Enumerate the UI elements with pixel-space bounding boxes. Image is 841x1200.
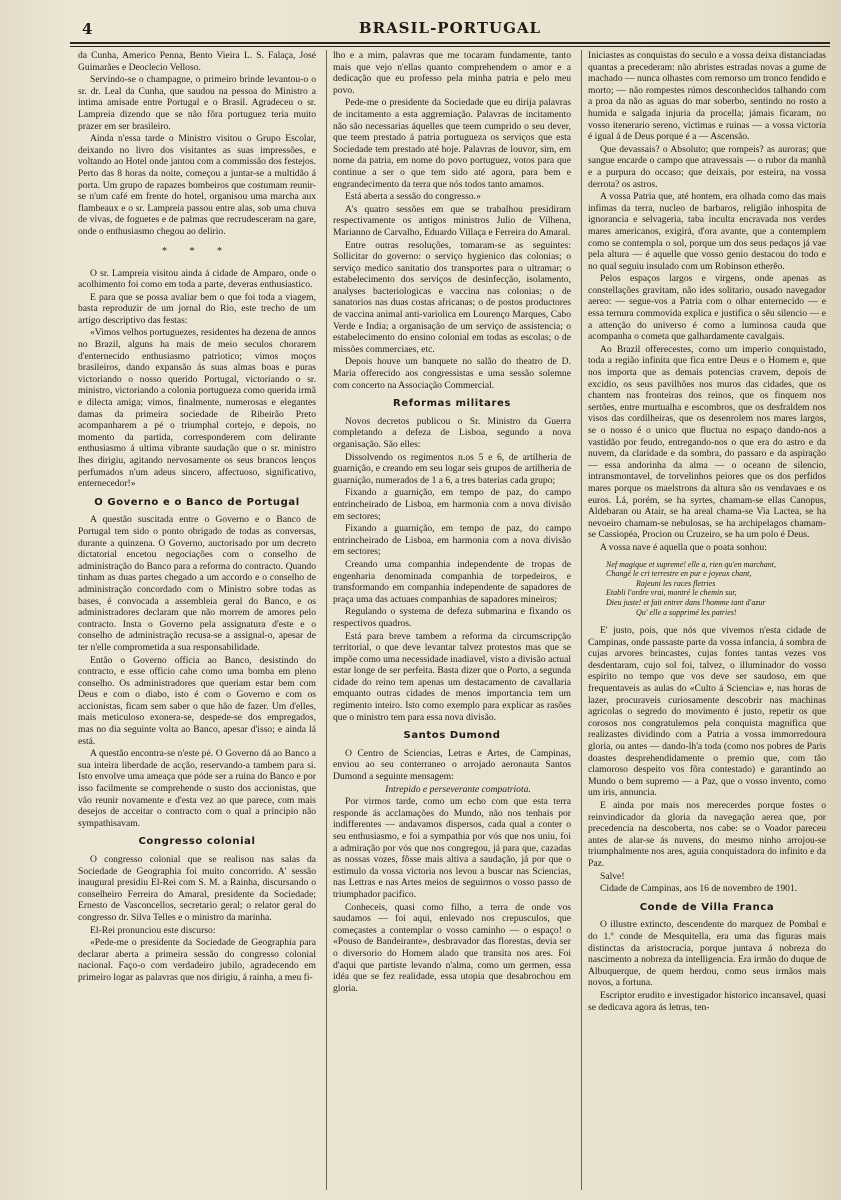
- paragraph: Conheceis, quasi como filho, a terra de onde vos saudamos — foi aqui, enlevado nos crepusculos, que começastes a contemplar o vosso caminho — o espaço! o «Pouso de Bandeirante», desbravador das florestas, devia ser o diversorio do Homem alado que transita nos ares. Foi d'aqui que partiste levando n'alma, como um germen, essa idéa que se fez realidade, essa utopia que desabrochou em gloria.: [333, 901, 571, 994]
- section-heading: Conde de Villa Franca: [639, 901, 775, 913]
- paragraph: Depois houve um banquete no salão do theatro de D. Maria offerecido aos congressistas e uma sessão solemne com concerto na Associação Commercial.: [333, 356, 571, 391]
- poem-line: Nef magique et supreme! elle a, rien qu'en marchant,: [606, 559, 776, 569]
- page-header: [70, 18, 830, 44]
- paragraph: Creando uma companhia independente de tropas de engenharia denominada companhia de torpedeiros, e transformando em companhia independente de sapadores de praça uma das actuaes companhias de sapadores mineiros;: [333, 558, 571, 605]
- paragraph: O congresso colonial que se realisou nas salas da Sociedade de Geographia foi muito concorrido. A' sessão inaugural presidiu El-Rei com S. M. a Rainha, discursando o conselheiro Ferreira do Amaral, presidente da Sociedade; Ernesto de Vasconcellos, secretario geral; o relator geral do congresso dr. Silva Telles e o ministro da marinha.: [78, 854, 316, 923]
- paragraph: O illustre extincto, descendente do marquez de Pombal e do 1.º conde de Mesquitella, era uma das figuras mais distinctas da aristocracia, porque juntava á nobreza do nascimento a nobreza da intelligencia. Era irmão do duque de Albuquerque, de quem herdou, como seus irmãos mais novos, a fortuna.: [588, 919, 826, 989]
- poem-line: Etabli l'ordre vrai, montré le chemin sur,: [606, 588, 737, 598]
- column-divider: [326, 50, 327, 1190]
- paragraph: «Pede-me o presidente da Sociedade de Geographia para declarar aberta a primeira sessão do congresso colonial nacional. Faço-o com verdadeiro jubilo, agradecendo em primeiro logar as palavras que nos dirigiu, á rainha, a meu fi-: [78, 937, 316, 983]
- paragraph: Escriptor erudito e investigador historico incansavel, quasi se dedicava agora ás letras, ten-: [588, 989, 826, 1013]
- header-rule-thin: [70, 46, 830, 47]
- section-heading: O Governo e o Banco de Portugal: [94, 496, 300, 508]
- paragraph: Pede-me o presidente da Sociedade que eu dirija palavras de incitamento a esta aggremiação. Palavras de incitamento não são necessarias áquelles que teem cumprido o seu dever, que teem prestado á patria portugueza os serviços que esta Sociedade tem prestado até hoje. Palavras de louvor, sim, em nome da patria, em nome do povo portuguez, votos para que continue a ser o que tem sido até agora, para bem e engrandecimento da terra que nós todos tanto amamos.: [333, 97, 571, 190]
- column-1: [78, 50, 316, 1190]
- paragraph: A vossa Patria que, até hontem, era olhada como das mais infimas da terra, nucleo de barbaros, religião inhospita de ignorancia e selvageria, taba inculta encravada nos verdes mares americanos, exigirá, d'ora avante, que a contemplem como se contempla o sol, porque um dos seus pedaços já vae pela altura — é aquelle que vosso genio destacou do todo e no qual seguiu insulado com um Robinson etherêo.: [588, 191, 826, 272]
- paragraph: O sr. Lampreia visitou ainda á cidade de Amparo, onde o acolhimento foi como em toda a parte, deveras enthusiastico.: [78, 267, 316, 291]
- column-3: [588, 50, 826, 1190]
- paragraph: E ainda por mais nos merecerdes porque fostes o reinvindicador da gloria da navegação aerea que, por precedencia na descoberta, nos cabe: se o Voador pareceu antes de alar-se ás nuvens, do mesmo ninho arrojou-se triumphalmente nos ares, aguia conquistadora do infinito e da Paz.: [588, 800, 826, 869]
- section-separator-stars: * * *: [162, 245, 232, 257]
- paragraph: Entre outras resoluções, tomaram-se as seguintes: Sollicitar do governo: o serviço hygienico das colonias; o serviço medico sanitatio dos transportes para o ultramar; o estabelecimento dos serviços de desinfecção, isolamento, analyses bacteriologicas e vaccina nas colonias; o de sanatorios nas duas costas africanas; o de postos productores de vaccina animal anti-variolica em Lourenço Marques, Cabo Verde e India; a organisação de um serviço de assistencia; o estabelecimento do ensino colonial em todas as escolas; o de missões commerciaes, etc.: [333, 239, 571, 355]
- paragraph: Fixando a guarnição, em tempo de paz, do campo entrincheirado de Lisboa, em harmonia com a nova divisão em sectores;: [333, 523, 571, 558]
- paragraph: da Cunha, Americo Penna, Bento Vieira L. S. Falaça, José Guimarães e Deoclecio Velloso.: [78, 50, 316, 73]
- paragraph: «Vimos velhos portuguezes, residentes ha dezena de annos no Brazil, alguns ha mais de meio seculos chorarem d'enternecido enthusiasmo patriotico; vimos moços brasileiros, dando expansão ás suas almas boas e puras victoriando o nosso querido Portugal, victoriando o sr. ministro, victoriando a colonia portugueza como querida irmã e dilecta amiga; vimos, finalmente, numerosas e elegantes damas da primeira sociedade de Ribeirão Preto acompanharem a pé o triumphal cortejo, e depois, no momento da partida, corresponderem com delirante enthusiasmo á ultima vibrante saudação que o sr. ministro lhes dirigiu, agitando nervosamente os seus brancos lenços perfumados n'um adeus sincero, affectuoso, significativo, enternecedor!»: [78, 327, 316, 490]
- paragraph: Que devassais? o Absoluto; que rompeis? as auroras; que sangue encarde o campo que atravessais — o rubor da manhã e a purpura do occaso; que deixais, por esteira, na vossa derrota? os astros.: [588, 143, 826, 190]
- paragraph: E para que se possa avaliar bem o que foi toda a viagem, basta reproduzir de um jornal do Rio, este trecho de um artigo descriptivo das festas:: [78, 291, 316, 326]
- paragraph: E' justo, pois, que nós que vivemos n'esta cidade de Campinas, onde passaste parte da vossa infancia, á sombra de cujas arvores brincastes, cujas fontes tantas vezes vos desdentaram, cujo sol foi, talvez, o illuminador do vosso espirito no tempo que vos deve ser saudoso, em que frequentaveis as aulas do «Culto á Sciencia» e, nas horas de lazer, procuraveis curiosamente descobrir nas machinas agricolas o segredo do movimento é justo, repetir os que corosos nos congratulemos pela conquista magnifica que realizastes dividindo com a Patria a vossa immorredoura gloria, ou antes — dando-lh'a toda (como nos pobres de Paris doastes desprehendidamente o premio que, com tão clamoroso despeito vos fôra contestado) e garantindo ao Mundo o bem supremo — a Paz, que o vosso invento, como um iris, annuncia.: [588, 625, 826, 799]
- paragraph: Está para breve tambem a reforma da circumscripção territorial, o que deve levantar talvez protestos mas que se impõe como uma necessidade inadiavel, visto a divisão actual estar longe de ser perfeita. Basta dizer que o Porto, a segunda cidade do reino tem apenas um destacamento de cavallaria emquanto outras cidades de menos importancia tem um regimento inteiro. Isto como exemplo para explicar as rasões que o ministro tem para essa nova divisão.: [333, 630, 571, 723]
- paragraph: Ao Brazil offerecestes, como um imperio conquistado, toda a região infinita que fica entre Deus e o Homem e, que nos importa que as demais potencias cravem, depois de excidio, os seus pavilhões nos muros das cidades, que os chantem nas fronteiras dos reinos, que os finquem nos sertões, entre murtualha e escombros, que os desfraldem nos visos das cordilheiras, que os desenrolem nos mares largos, se o nosso é o unico que fluctua no espaço dando-nos a vastidão por feudo, entregando-nos o que era do astro e da nuvem, da claridade e da sombra, do passaro e da aspiração — essa andorinha da alma — o oceano de silencio, intransmontavel, de torvelinhos peiores que os dos perfidos mares porque os maelstrons da altura são os vendavaes e os euros. Lá, porém, se ha syrtes, chamam-se ellas Canopus, Aldebaran ou Atair, se ha areal chama-se Via Lactea, se ha nevoeiro chamam-se nebulosas, se ha archipelagos chamam-se Cassiopéa, Procion ou Cruzeiro, se ha um polo é Deus.: [588, 343, 826, 541]
- paragraph: lho e a mim, palavras que me tocaram fundamente, tanto mais que vejo n'ellas quanto comprehendem o amor e a dedicação que eu professo pela minha patria e pelo meu povo.: [333, 50, 571, 96]
- paragraph: Novos decretos publicou o Sr. Ministro da Guerra completando a defeza de Lisboa, segundo a nova organisação. São elles:: [333, 415, 571, 450]
- header-rule: [70, 42, 830, 44]
- poem-line: Rajeuni les races fletries: [636, 578, 716, 588]
- dateline: Cidade de Campinas, aos 16 de novembro de 1901.: [600, 883, 798, 895]
- poem-line: Dieu juste! et fait entrer dans l'homme tant d'azur: [606, 597, 766, 607]
- paragraph: Então o Governo officia ao Banco, desistindo do contracto, e esse officio cahe como uma bomba em pleno conselho. Os administradores que queriam estar bem com Deus e com o diabo, isto é com o Governo e com os accionistas, ficam sem saber o que hão de fazer. Um d'elles, mais meticuloso exonera-se, despede-se dos empregados, mas no dia seguinte volta ao Banco, apesar d'isso; e ainda lá está.: [78, 654, 316, 747]
- paragraph: Está aberta a sessão do congresso.»: [345, 191, 481, 203]
- section-heading: Santos Dumond: [403, 730, 501, 742]
- paragraph: Salve!: [600, 870, 625, 882]
- paragraph: Fixando a guarnição, em tempo de paz, do campo entrincheirado de Lisboa, em harmonia com a nova divisão em sectores;: [333, 487, 571, 522]
- poem-line: Changé le cri terrestre en pur e joyeux chant,: [606, 569, 752, 579]
- masthead-title: BRASIL-PORTUGAL: [358, 19, 542, 37]
- paragraph: El-Rei pronunciou este discurso:: [90, 924, 216, 936]
- paragraph: Por virmos tarde, como um echo com que esta terra responde ás acclamações do Mundo, não nos tenhais por indifferentes — andavamos dispersos, cada qual a conter o seu enthusiasmo, e foi a sympathia por vós que nos uniu, foi a admiração por vós que nos congregou, já para que, cazadas as nossas vozes, fôsse mais altiva a saudação, já por que o estimulo da vossa victoria nos levou a buscar nas Sciencias, nas Lettras e nas Artes meios de seguirmos o vosso passo de triumphador pacifico.: [333, 796, 571, 900]
- paragraph: Iniciastes as conquistas do seculo e a vossa deixa distanciadas quantas a precederam: não abristes estradas novas a gume de machado — nunca olhastes com remorso um tronco fendido e morto; — não rompestes rúmos desconhecidos talhando com a proa da não as aguas do mar soberbo, sentindo no rosto a humida e salgada injuria da procella; jámais ficaram, no vosso itenerario sereno, victimas e ruinas — a vossa victoria é igual á de Deus porque é a — Ascensão.: [588, 50, 826, 143]
- paragraph: Regulando o systema de defeza submarina e fixando os respectivos quadros.: [333, 606, 571, 629]
- page-number: 4: [82, 20, 93, 38]
- paragraph: A's quatro sessões em que se trabalhou presidiram respectivamente os antigos ministros Julio de Vilhena, Marianno de Carvalho, Eduardo Villaça e Ferreira do Amaral.: [333, 203, 571, 238]
- section-heading: Congresso colonial: [138, 836, 256, 848]
- paragraph: Servindo-se o champagne, o primeiro brinde levantou-o o sr. dr. Leal da Cunha, que saudou na pessoa do Ministro a intima amisade entre Portugal e o Brasil. Agradeceu o sr. Lampreia dizendo que se não fôra portuguez teria muito prazer em ser brasileiro.: [78, 74, 316, 132]
- poem-line: Qu' elle a supprimé les patries!: [636, 607, 737, 617]
- poem-quote: [606, 560, 826, 618]
- section-heading: Reformas militares: [393, 398, 511, 410]
- paragraph: Dissolvendo os regimentos n.os 5 e 6, de artilheria de guarnição, e creando em seu logar seis grupos de artilheria de guarnição, numerados de 1 a 6, a tres baterias cada grupo;: [333, 451, 571, 486]
- paragraph: A questão suscitada entre o Governo e o Banco de Portugal tem sido o ponto obrigado de todas as conversas, durante a quinzena. O Governo, auctorisado por um decreto dictatorial encetou negociações com o conselho de administração do Banco para a reforma do contracto. Quando tinham as duas partes chegado a um accordo e o conselho de administração concordado com o Ministro sobre todas as bases, é convocada a assembleia geral do Banco, e os administradores declaram que não morrem de amores pelo contracto. Insta o Governo pela assignatura d'este e o conselho de administração recusa-se a assignal-o, apesar de ter n'elle comprometida a sua responsabilidade.: [78, 514, 316, 653]
- paragraph: A questão encontra-se n'este pé. O Governo dá ao Banco a sua inteira liberdade de acção, reservando-a tambem para si. Isto envolve uma ameaça que póde ser a ruina do Banco e por isso facilmente se comprehende o susto dos accionistas, que vão reunir novamente e d'esta vez ao que parece, com mais desejos de acceitar o contracto com o qual a principio não sympathisavam.: [78, 748, 316, 829]
- paragraph: A vossa nave é aquella que o poata sonhou:: [600, 541, 767, 553]
- paragraph: Pelos espaços largos e virgens, onde apenas as constellações gravitam, não ides solitario, ousado navegador aereo: — segue-vos a Patria com o olhar enternecido — e essa ternura commovida explica e justifica o sêu silencio — e a attenção do universo é como a luminosa cauda que acompanha o cometa que galhardamente cavalgais.: [588, 273, 826, 343]
- message-salutation: Intrepido e perseverante compatriota.: [385, 783, 531, 795]
- paragraph: Ainda n'essa tarde o Ministro visitou o Grupo Escolar, deixando no livro dos visitantes as suas impressões, e voltando ao Hotel onde jantou com a commissão dos festejos. Perto das 8 horas da noite, começou a juntar-se a multidão á porta. Um grupo de rapazes bombeiros que costumam reunir-se n'um café em frente do hotel, organisou uma marcha aux flambeaux e o sr. Lampreia passou entre alas, sob uma chuva de vivas, de foguetes e de palmas que recrudesceram na gare, onde o enthusiasmo chegou ao delirio.: [78, 133, 316, 237]
- column-2: [333, 50, 571, 1190]
- paragraph: O Centro de Sciencias, Letras e Artes, de Campinas, enviou ao seu conterraneo o arrojado aeronauta Santos Dumond a seguinte mensagem:: [333, 747, 571, 783]
- column-divider: [581, 50, 582, 1190]
